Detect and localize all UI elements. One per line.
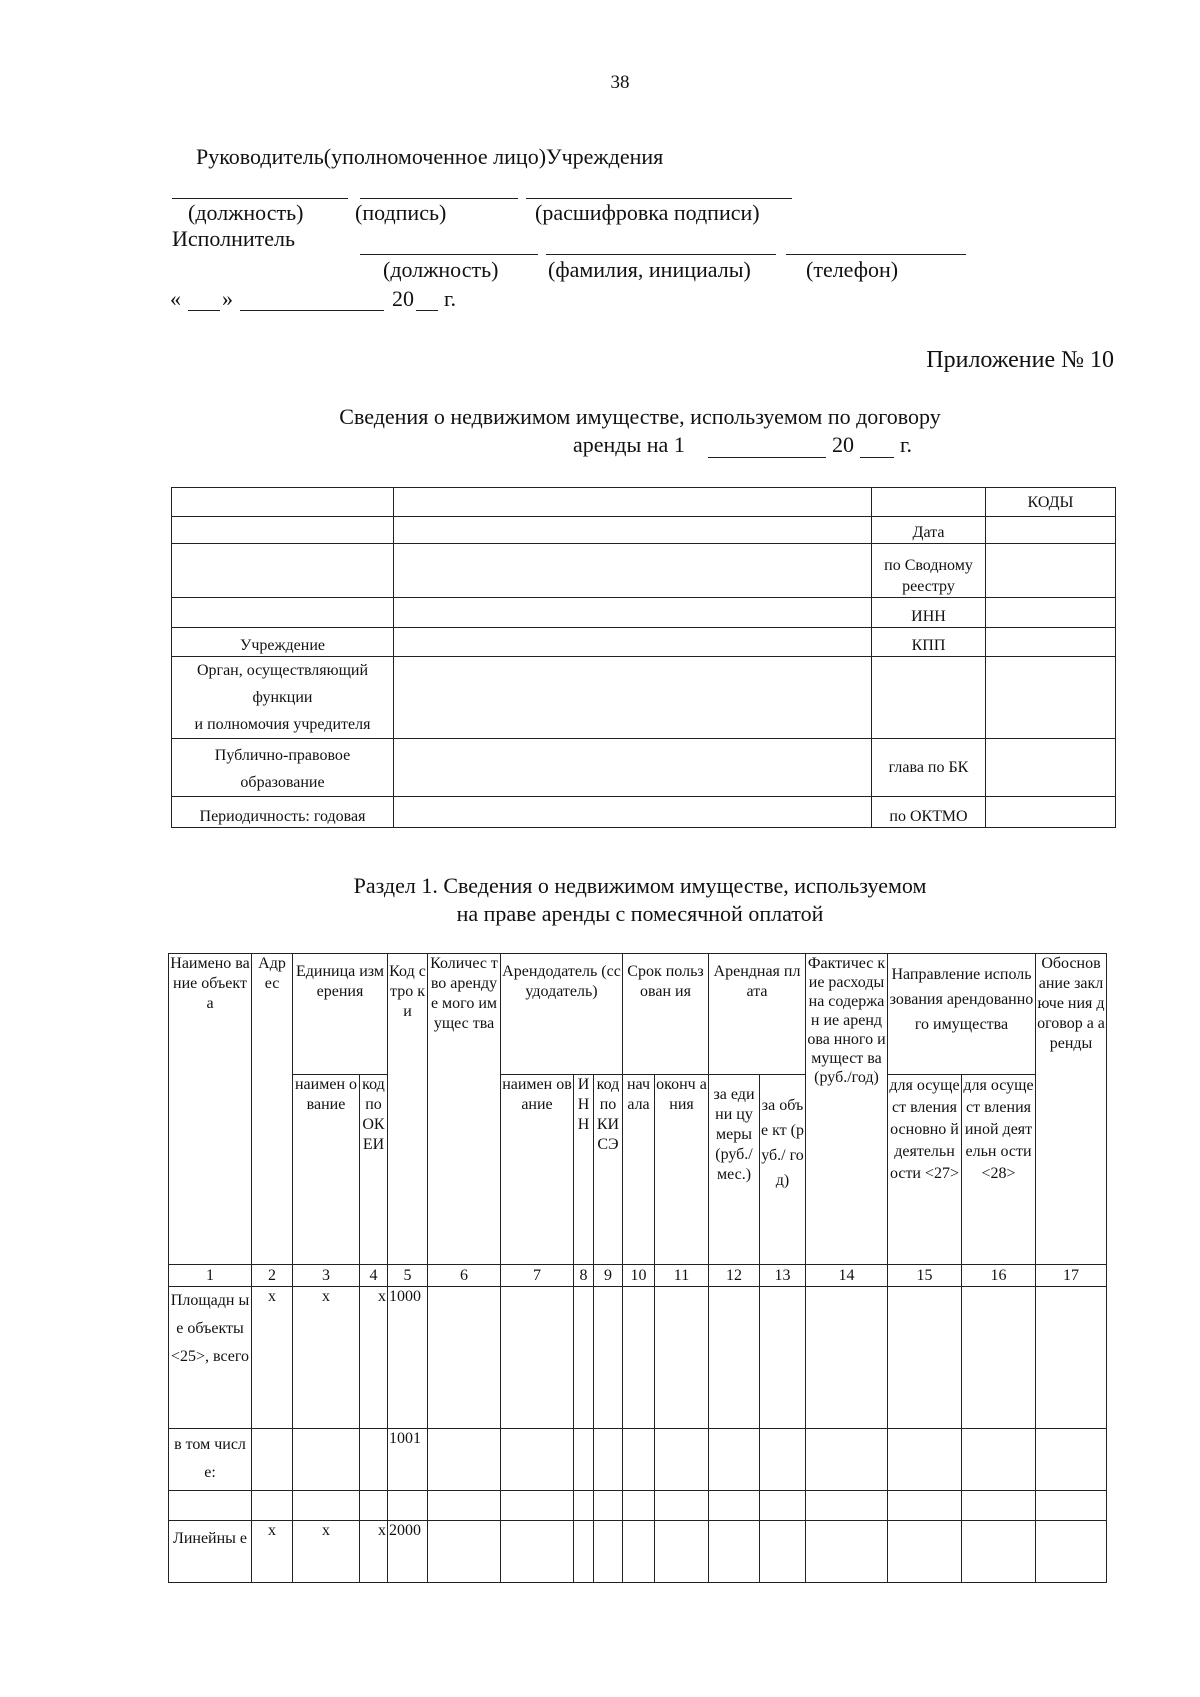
row-cell[interactable] [888,1429,962,1491]
executor-position-caption: (должность) [383,257,499,282]
col-header-actual-costs: Фактичес кие расходы на содержан ие арендова нного имущест ва (руб./год) [806,954,888,1265]
col-header-lessor-inn: И Н Н [574,1075,594,1265]
col-number: 10 [623,1265,655,1287]
row-cell[interactable] [806,1491,888,1521]
row-cell[interactable] [623,1521,655,1583]
row-cell[interactable] [888,1491,962,1521]
row-code: 2000 [388,1521,428,1583]
row-cell[interactable] [623,1491,655,1521]
row-cell[interactable] [501,1429,574,1491]
col-number: 14 [806,1265,888,1287]
col-number: 9 [594,1265,623,1287]
date-year-suffix: г. [444,286,457,311]
oktmo-code-cell[interactable] [986,797,1116,828]
row-cell[interactable] [760,1491,806,1521]
executor-phone-caption: (телефон) [806,257,899,282]
row-name: Площадн ые объекты <25>, всего [169,1287,252,1429]
row-cell[interactable] [594,1491,623,1521]
col-header-justification: Обоснов ание заключе ния договор а аренды [1036,954,1107,1265]
col-header-address: Адр ес [252,954,293,1265]
founder-label-line2: функции [252,689,313,706]
row-cell[interactable] [655,1521,709,1583]
row-cell[interactable] [760,1521,806,1583]
institution-label: Учреждение [172,628,394,657]
col-number: 17 [1036,1265,1107,1287]
header-cell [872,488,986,517]
founder-label [172,657,394,739]
row-cell[interactable] [501,1287,574,1429]
registry-label [872,544,986,598]
col-header-rent: Арендная плата [709,954,806,1075]
executor-label: Исполнитель [172,226,296,251]
row-cell[interactable] [709,1429,760,1491]
col-header-line-code: Код стро ки [388,954,428,1265]
header-cell [172,488,394,517]
form-title-line1: Сведения о недвижимом имуществе, используемом по договору [339,404,941,429]
header-cell [172,544,394,598]
col-number: 11 [655,1265,709,1287]
registry-label-line2: реестру [902,578,955,595]
bk-label: глава по БК [872,739,986,797]
row-code: 1001 [388,1429,428,1491]
col-number: 7 [501,1265,574,1287]
row-name[interactable] [169,1491,252,1521]
executor-phone-line [786,254,966,255]
col-header-rent-per-unit: за едини цу меры (руб./ мес.) [709,1075,760,1265]
row-cell[interactable] [806,1287,888,1429]
founder-label-line3: и полномочия учредителя [194,716,371,733]
row-cell[interactable] [962,1491,1036,1521]
row-cell[interactable] [501,1491,574,1521]
executor-position-line [360,254,538,255]
page-number: 38 [610,72,630,93]
signatory-title: Руководитель(уполномоченное лицо)Учреждения [196,144,664,169]
header-cell [872,657,986,739]
row-cell[interactable] [428,1287,501,1429]
row-cell[interactable] [709,1491,760,1521]
col-number: 8 [574,1265,594,1287]
col-header-lessor-kikse: код по КИ СЭ [594,1075,623,1265]
date-day-line [188,310,220,311]
founder-label-line1: Орган, осуществляющий [196,662,369,679]
row-cell[interactable] [709,1287,760,1429]
form-title-line2-a: аренды на 1 [573,432,685,457]
row-cell[interactable] [574,1491,594,1521]
row-cell[interactable] [962,1521,1036,1583]
row-cell[interactable] [594,1521,623,1583]
row-address[interactable] [252,1429,293,1491]
row-cell[interactable] [655,1491,709,1521]
bk-code-cell[interactable] [986,739,1116,797]
row-cell[interactable] [623,1429,655,1491]
col-number: 16 [962,1265,1036,1287]
header-cell [394,488,872,517]
row-unit-name[interactable] [293,1491,360,1521]
registry-label-line1: по Сводному [884,557,973,574]
form-title-year-line [860,457,894,458]
date-code-cell[interactable] [986,517,1116,544]
row-cell[interactable] [594,1287,623,1429]
appendix-label: Приложение № 10 [926,347,1114,373]
row-code[interactable] [388,1491,428,1521]
row-unit-name: x [293,1287,360,1429]
form-header-table [171,487,1116,828]
row-cell[interactable] [888,1287,962,1429]
row-cell[interactable] [888,1521,962,1583]
col-header-unit: Единица измерения [293,954,388,1075]
col-header-direction-main: для осущест вления основно й деятельн ости <27> [888,1075,962,1265]
row-cell[interactable] [806,1521,888,1583]
form-title-line2-b: 20 [832,432,854,457]
public-entity-value-cell[interactable] [394,739,872,797]
table-row [169,1521,1107,1583]
col-header-rent-per-object: за объе кт (руб./ год) [760,1075,806,1265]
col-number: 12 [709,1265,760,1287]
row-address: x [252,1521,293,1583]
row-okei[interactable] [360,1429,388,1491]
decoding-caption: (расшифровка подписи) [535,200,760,225]
row-address[interactable] [252,1491,293,1521]
col-header-direction: Направление использования арендованного имущества [888,954,1036,1075]
date-year-prefix: 20 [392,286,414,311]
row-cell[interactable] [574,1521,594,1583]
inn-label: ИНН [872,598,986,628]
row-cell[interactable] [623,1287,655,1429]
kpp-code-cell[interactable] [986,628,1116,657]
date-day-close: » [222,286,233,311]
row-cell[interactable] [962,1429,1036,1491]
decoding-line [526,198,792,199]
row-cell[interactable] [1036,1491,1107,1521]
date-month-line [240,310,384,311]
row-cell[interactable] [501,1521,574,1583]
header-cell [394,598,872,628]
col-header-quantity: Количес тво арендуе мого имущес тва [428,954,501,1265]
row-cell[interactable] [962,1287,1036,1429]
col-header-lessor-name: наимен ование [501,1075,574,1265]
table-row [169,1429,1107,1491]
public-entity-label-line2: образование [240,774,325,791]
row-unit-name[interactable] [293,1429,360,1491]
row-cell[interactable] [428,1491,501,1521]
row-cell[interactable] [574,1287,594,1429]
row-code: 1000 [388,1287,428,1429]
col-header-lessor: Арендодатель (ссудодатель) [501,954,623,1075]
row-okei[interactable] [360,1491,388,1521]
header-cell [394,517,872,544]
row-cell[interactable] [655,1287,709,1429]
executor-name-caption: (фамилия, инициалы) [548,257,751,282]
row-cell[interactable] [760,1287,806,1429]
col-number: 1 [169,1265,252,1287]
section1-title-line1: Раздел 1. Сведения о недвижимом имуществе, используемом [353,873,927,898]
registry-code-cell[interactable] [986,544,1116,598]
col-header-term-end: оконч ания [655,1075,709,1265]
periodicity-label: Периодичность: годовая [172,797,394,828]
col-number: 3 [293,1265,360,1287]
form-title-line2-c: г. [900,432,913,457]
col-header-direction-other: для осущест вления иной деятельн ости <28> [962,1075,1036,1265]
header-cell [986,657,1116,739]
col-number: 13 [760,1265,806,1287]
row-cell[interactable] [806,1429,888,1491]
row-address: x [252,1287,293,1429]
row-cell[interactable] [428,1429,501,1491]
position-line [172,198,348,199]
row-cell[interactable] [760,1429,806,1491]
row-cell[interactable] [574,1429,594,1491]
date-day-open: « [170,286,181,311]
signature-caption: (подпись) [355,200,447,225]
row-cell[interactable] [594,1429,623,1491]
header-cell [172,517,394,544]
oktmo-label: по ОКТМО [872,797,986,828]
col-header-term-start: нач ала [623,1075,655,1265]
col-number: 5 [388,1265,428,1287]
row-cell[interactable] [1036,1287,1107,1429]
header-cell [394,797,872,828]
codes-label: КОДЫ [986,488,1116,517]
row-okei: x [360,1287,388,1429]
table-row [169,1491,1107,1521]
col-number: 6 [428,1265,501,1287]
date-label: Дата [872,517,986,544]
row-cell[interactable] [428,1521,501,1583]
row-cell[interactable] [1036,1521,1107,1583]
row-name: в том числе: [169,1429,252,1491]
col-header-unit-name: наимен ование [293,1075,360,1265]
table-row [169,1287,1107,1429]
signature-line [360,198,518,199]
section1-table [168,953,1107,1583]
row-cell[interactable] [655,1429,709,1491]
col-number: 15 [888,1265,962,1287]
row-cell[interactable] [709,1521,760,1583]
date-year-line [416,310,438,311]
header-cell [394,544,872,598]
form-title-date-line [708,457,826,458]
executor-name-line [546,254,776,255]
col-header-object-name: Наимено вание объекта [169,954,252,1265]
row-cell[interactable] [1036,1429,1107,1491]
col-number: 2 [252,1265,293,1287]
row-okei: x [360,1521,388,1583]
col-header-term: Срок пользован ия [623,954,709,1075]
row-name: Линейны е [169,1521,252,1583]
public-entity-label-line1: Публично-правовое [214,747,351,764]
col-number: 4 [360,1265,388,1287]
inn-code-cell[interactable] [986,598,1116,628]
public-entity-label [172,739,394,797]
header-cell [172,598,394,628]
kpp-label: КПП [872,628,986,657]
section1-title-line2: на праве аренды с помесячной оплатой [456,901,824,926]
row-unit-name: x [293,1521,360,1583]
col-header-unit-okei: код по ОК ЕИ [360,1075,388,1265]
founder-value-cell[interactable] [394,657,872,739]
institution-value-cell[interactable] [394,628,872,657]
position-caption: (должность) [188,200,304,225]
